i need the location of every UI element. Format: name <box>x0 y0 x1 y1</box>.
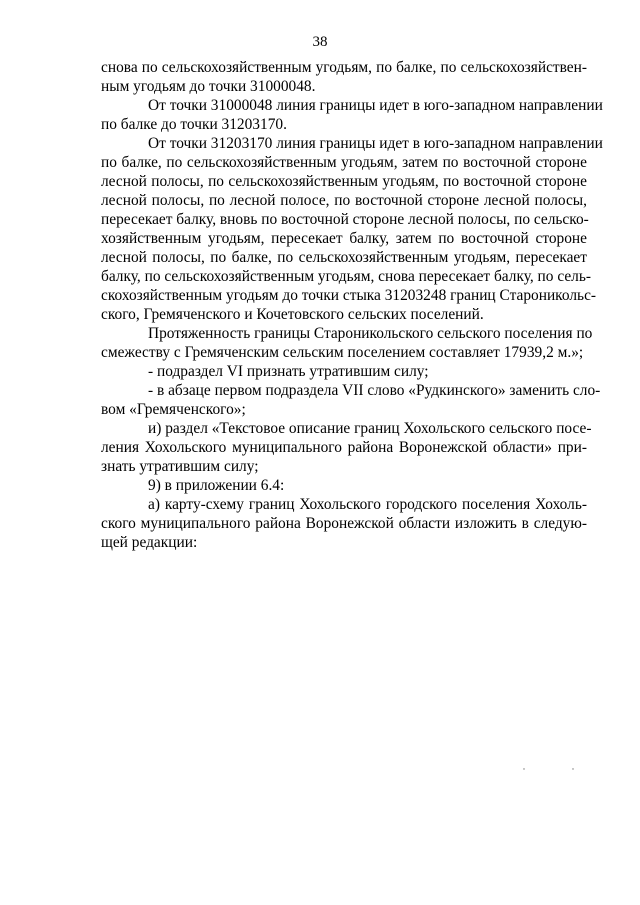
text-line: ского муниципального района Воронежской области изложить в следую- <box>101 515 587 532</box>
text-line: знать утратившим силу; <box>101 458 259 475</box>
text-line: ным угодьям до точки 31000048. <box>101 78 316 95</box>
text-line: по балке до точки 31203170. <box>101 116 287 133</box>
text-line: снова по сельскохозяйственным угодьям, по балке, по сельскохозяйствен- <box>101 59 587 76</box>
text-line: смежеству с Гремяченским сельским поселением составляет 17939,2 м.»; <box>101 344 584 361</box>
text-line: щей редакции: <box>101 534 198 551</box>
text-line: лесной полосы, по балке, по сельскохозяйственным угодьям, пересекает <box>101 249 587 266</box>
text-line: скохозяйственным угодьям до точки стыка 31203248 границ Староникольс- <box>101 287 597 304</box>
text-line: балку, по сельскохозяйственным угодьям, снова пересекает балку, по сель- <box>101 268 592 285</box>
text-line: От точки 31000048 линия границы идет в юго-западном направлении <box>148 97 603 114</box>
text-line: пересекает балку, вновь по восточной стороне лесной полосы, по сельско- <box>101 211 589 228</box>
text-line: лесной полосы, по лесной полосе, по восточной стороне лесной полосы, <box>101 192 587 209</box>
text-line: а) карту-схему границ Хохольского городского поселения Хохоль- <box>148 496 587 513</box>
text-line: хозяйственным угодьям, пересекает балку, затем по восточной стороне <box>101 230 587 247</box>
text-line: вом «Гремяченского»; <box>101 401 246 418</box>
text-line: ского, Гремяченского и Кочетовского сельских поселений. <box>101 306 484 323</box>
text-line: и) раздел «Текстовое описание границ Хохольского сельского посе- <box>148 420 592 437</box>
text-line: лесной полосы, по сельскохозяйственным угодьям, по восточной стороне <box>101 173 587 190</box>
text-line: От точки 31203170 линия границы идет в юго-западном направлении <box>148 135 603 152</box>
text-line: по балке, по сельскохозяйственным угодьям, затем по восточной стороне <box>101 154 587 171</box>
text-line: Протяженность границы Староникольского сельского поселения по <box>148 325 593 342</box>
text-line: - в абзаце первом подраздела VII слово «Рудкинского» заменить сло- <box>148 382 601 399</box>
text-line: - подраздел VI признать утратившим силу; <box>148 363 429 380</box>
text-line: ления Хохольского муниципального района Воронежской области» при- <box>101 439 587 456</box>
text-line: 9) в приложении 6.4: <box>148 477 285 494</box>
page-number: 38 <box>312 34 328 50</box>
